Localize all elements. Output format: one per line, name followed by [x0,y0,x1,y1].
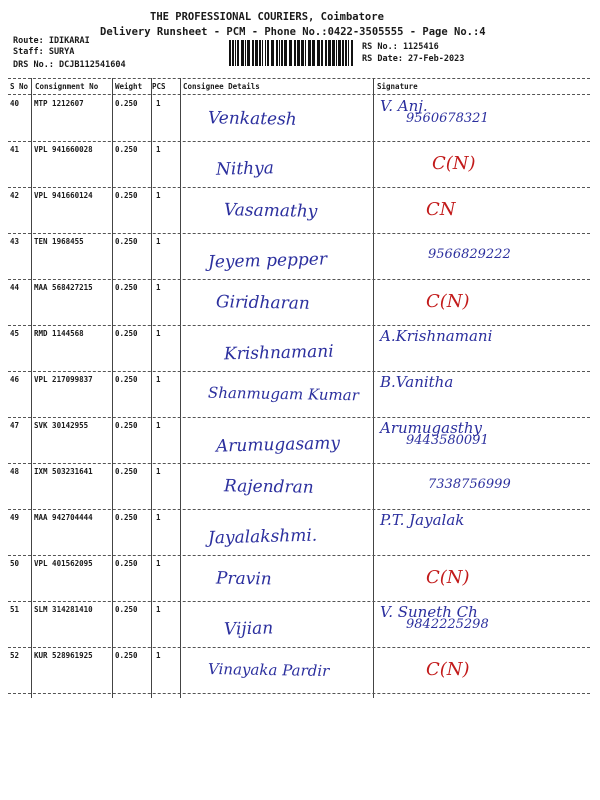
barcode-bar [297,40,300,66]
weight-cell: 0.250 [115,467,138,476]
sno-cell: 42 [10,191,20,200]
table-row [8,509,590,555]
consignee-name: Vasamathy [223,200,318,222]
consignee-name: Giridharan [215,292,310,314]
barcode-bar [301,40,304,66]
weight-cell: 0.250 [115,559,138,568]
rs-number: RS No.: 1125416 [362,42,439,52]
weight-cell: 0.250 [115,329,138,338]
sno-cell: 40 [10,99,20,108]
sno-cell: 45 [10,329,20,338]
barcode-bar [294,40,296,66]
document-title: THE PROFESSIONAL COURIERS, Coimbatore [150,11,384,23]
pcs-cell: 1 [156,145,161,154]
barcode-bar [342,40,344,66]
consignment-cell: SLM 314281410 [34,605,93,614]
consignment-cell: TEN 1968455 [34,237,84,246]
consignee-name: Rajendran [223,476,314,498]
phone-number-handwritten: 9566829222 [428,247,511,262]
consignment-cell: MAA 942704444 [34,513,93,522]
pcs-cell: 1 [156,605,161,614]
sno-cell: 50 [10,559,20,568]
consignment-cell: KUR 528961925 [34,651,93,660]
pcs-cell: 1 [156,651,161,660]
sno-cell: 43 [10,237,20,246]
consignee-name: Vijian [223,618,274,640]
pcs-cell: 1 [156,375,161,384]
weight-cell: 0.250 [115,237,138,246]
barcode-bar [284,40,287,66]
consignee-name: Arumugasamy [215,433,341,457]
drs-number: DRS No.: DCJB112541604 [13,60,126,70]
barcode-bar [245,40,246,66]
sno-cell: 49 [10,513,20,522]
sno-cell: 48 [10,467,20,476]
consignment-cell: MTP 1212607 [34,99,84,108]
pcs-cell: 1 [156,283,161,292]
sno-cell: 44 [10,283,20,292]
phone-number-handwritten: 7338756999 [428,477,511,492]
signature-text: A.Krishnamani [380,327,493,345]
consignee-name: Vinayaka Pardir [207,659,330,681]
consignment-cell: VPL 941660028 [34,145,93,154]
table-row [8,233,590,279]
barcode-bar [235,40,236,66]
sno-cell: 47 [10,421,20,430]
barcode-bar [332,40,335,66]
consignee-name: Jayalakshmi. [207,525,318,549]
consignee-name: Nithya [215,158,275,180]
rs-date: RS Date: 27-Feb-2023 [362,54,465,64]
table-row [8,647,590,693]
weight-cell: 0.250 [115,513,138,522]
phone-number-handwritten: 9560678321 [406,111,489,126]
barcode-bar [328,40,331,66]
consignee-name: Krishnamani [223,341,334,365]
table-row [8,279,590,325]
barcode-bar [232,40,234,66]
barcode-bar [271,40,274,66]
header-consignment: Consignment No [35,82,99,91]
signature-text: B.Vanitha [380,373,454,391]
pcs-cell: 1 [156,329,161,338]
consignment-cell: VPL 401562095 [34,559,93,568]
cn-stamp-mark: C(N) [426,659,470,680]
weight-cell: 0.250 [115,605,138,614]
signature-text: P.T. Jayalak [380,511,465,529]
sno-cell: 41 [10,145,20,154]
phone-number-handwritten: 9443580091 [406,433,489,448]
staff-label: Staff: SURYA [13,47,75,57]
barcode-bar [247,40,250,66]
header-consignee: Consignee Details [183,82,260,91]
barcode-bar [325,40,327,66]
weight-cell: 0.250 [115,375,138,384]
cn-stamp-mark: C(N) [426,291,470,312]
barcode-bar [317,40,320,66]
header-signature: Signature [377,82,418,91]
pcs-cell: 1 [156,421,161,430]
barcode-bar [255,40,258,66]
barcode-bar [336,40,337,66]
table-row [8,187,590,233]
runsheet-table [8,78,590,698]
consignee-name: Venkatesh [207,108,297,130]
signature-text: V. Anj. [380,97,428,115]
sno-cell: 46 [10,375,20,384]
rs-block [362,41,464,65]
weight-cell: 0.250 [115,191,138,200]
weight-cell: 0.250 [115,651,138,660]
pcs-cell: 1 [156,513,161,522]
table-row [8,555,590,601]
barcode-bar [252,40,254,66]
table-row [8,325,590,371]
cn-stamp-mark: CN [426,199,456,220]
barcode-bar [267,40,269,66]
barcode-bar [265,40,266,66]
consignment-cell: VPL 217099837 [34,375,93,384]
barcode-bar [276,40,278,66]
consignment-cell: SVK 30142955 [34,421,89,430]
route-label: Route: IDIKARAI [13,36,90,46]
cn-stamp-mark: C(N) [432,153,476,174]
barcode-bar [279,40,280,66]
route-staff-block [13,36,90,58]
barcode-bar [312,40,315,66]
table-top-rule [8,78,590,79]
barcode-bar [351,40,353,66]
consignment-cell: RMD 1144568 [34,329,84,338]
row-rule [8,693,590,694]
pcs-cell: 1 [156,237,161,246]
runsheet-subtitle: Delivery Runsheet - PCM - Phone No.:0422-3505555 - Page No.:4 [100,26,486,38]
weight-cell: 0.250 [115,145,138,154]
table-row [8,141,590,187]
phone-number-handwritten: 9842225298 [406,617,489,632]
weight-cell: 0.250 [115,283,138,292]
barcode-bar [241,40,244,66]
signature-text: Arumugasthy [380,419,482,437]
signature-text: V. Suneth Ch [380,603,478,621]
pcs-cell: 1 [156,191,161,200]
table-row [8,463,590,509]
barcode-bar [321,40,323,66]
table-row [8,95,590,141]
sno-cell: 52 [10,651,20,660]
barcode-bar [338,40,341,66]
header-sno: S No [10,82,29,91]
header-weight: Weight [115,82,143,91]
barcode-bar [262,40,263,66]
consignee-name: Jeyem pepper [207,249,328,273]
barcode-bar [308,40,311,66]
consignee-name: Pravin [215,568,272,590]
weight-cell: 0.250 [115,421,138,430]
pcs-cell: 1 [156,467,161,476]
table-row [8,601,590,647]
sno-cell: 51 [10,605,20,614]
weight-cell: 0.250 [115,99,138,108]
table-row [8,371,590,417]
pcs-cell: 1 [156,559,161,568]
barcode-bar [229,40,231,66]
barcode-bar [259,40,261,66]
cn-stamp-mark: C(N) [426,567,470,588]
pcs-cell: 1 [156,99,161,108]
barcode-bar [237,40,239,66]
consignment-cell: IXM 503231641 [34,467,93,476]
barcode-bar [281,40,283,66]
barcode-image [229,40,355,66]
consignment-cell: VPL 941660124 [34,191,93,200]
barcode-bar [305,40,306,66]
barcode-bar [348,40,349,66]
consignee-name: Shanmugam Kumar [207,383,359,405]
barcode-bar [345,40,347,66]
consignment-cell: MAA 568427215 [34,283,93,292]
table-row [8,417,590,463]
header-pcs: PCS [152,82,166,91]
barcode-bar [289,40,292,66]
